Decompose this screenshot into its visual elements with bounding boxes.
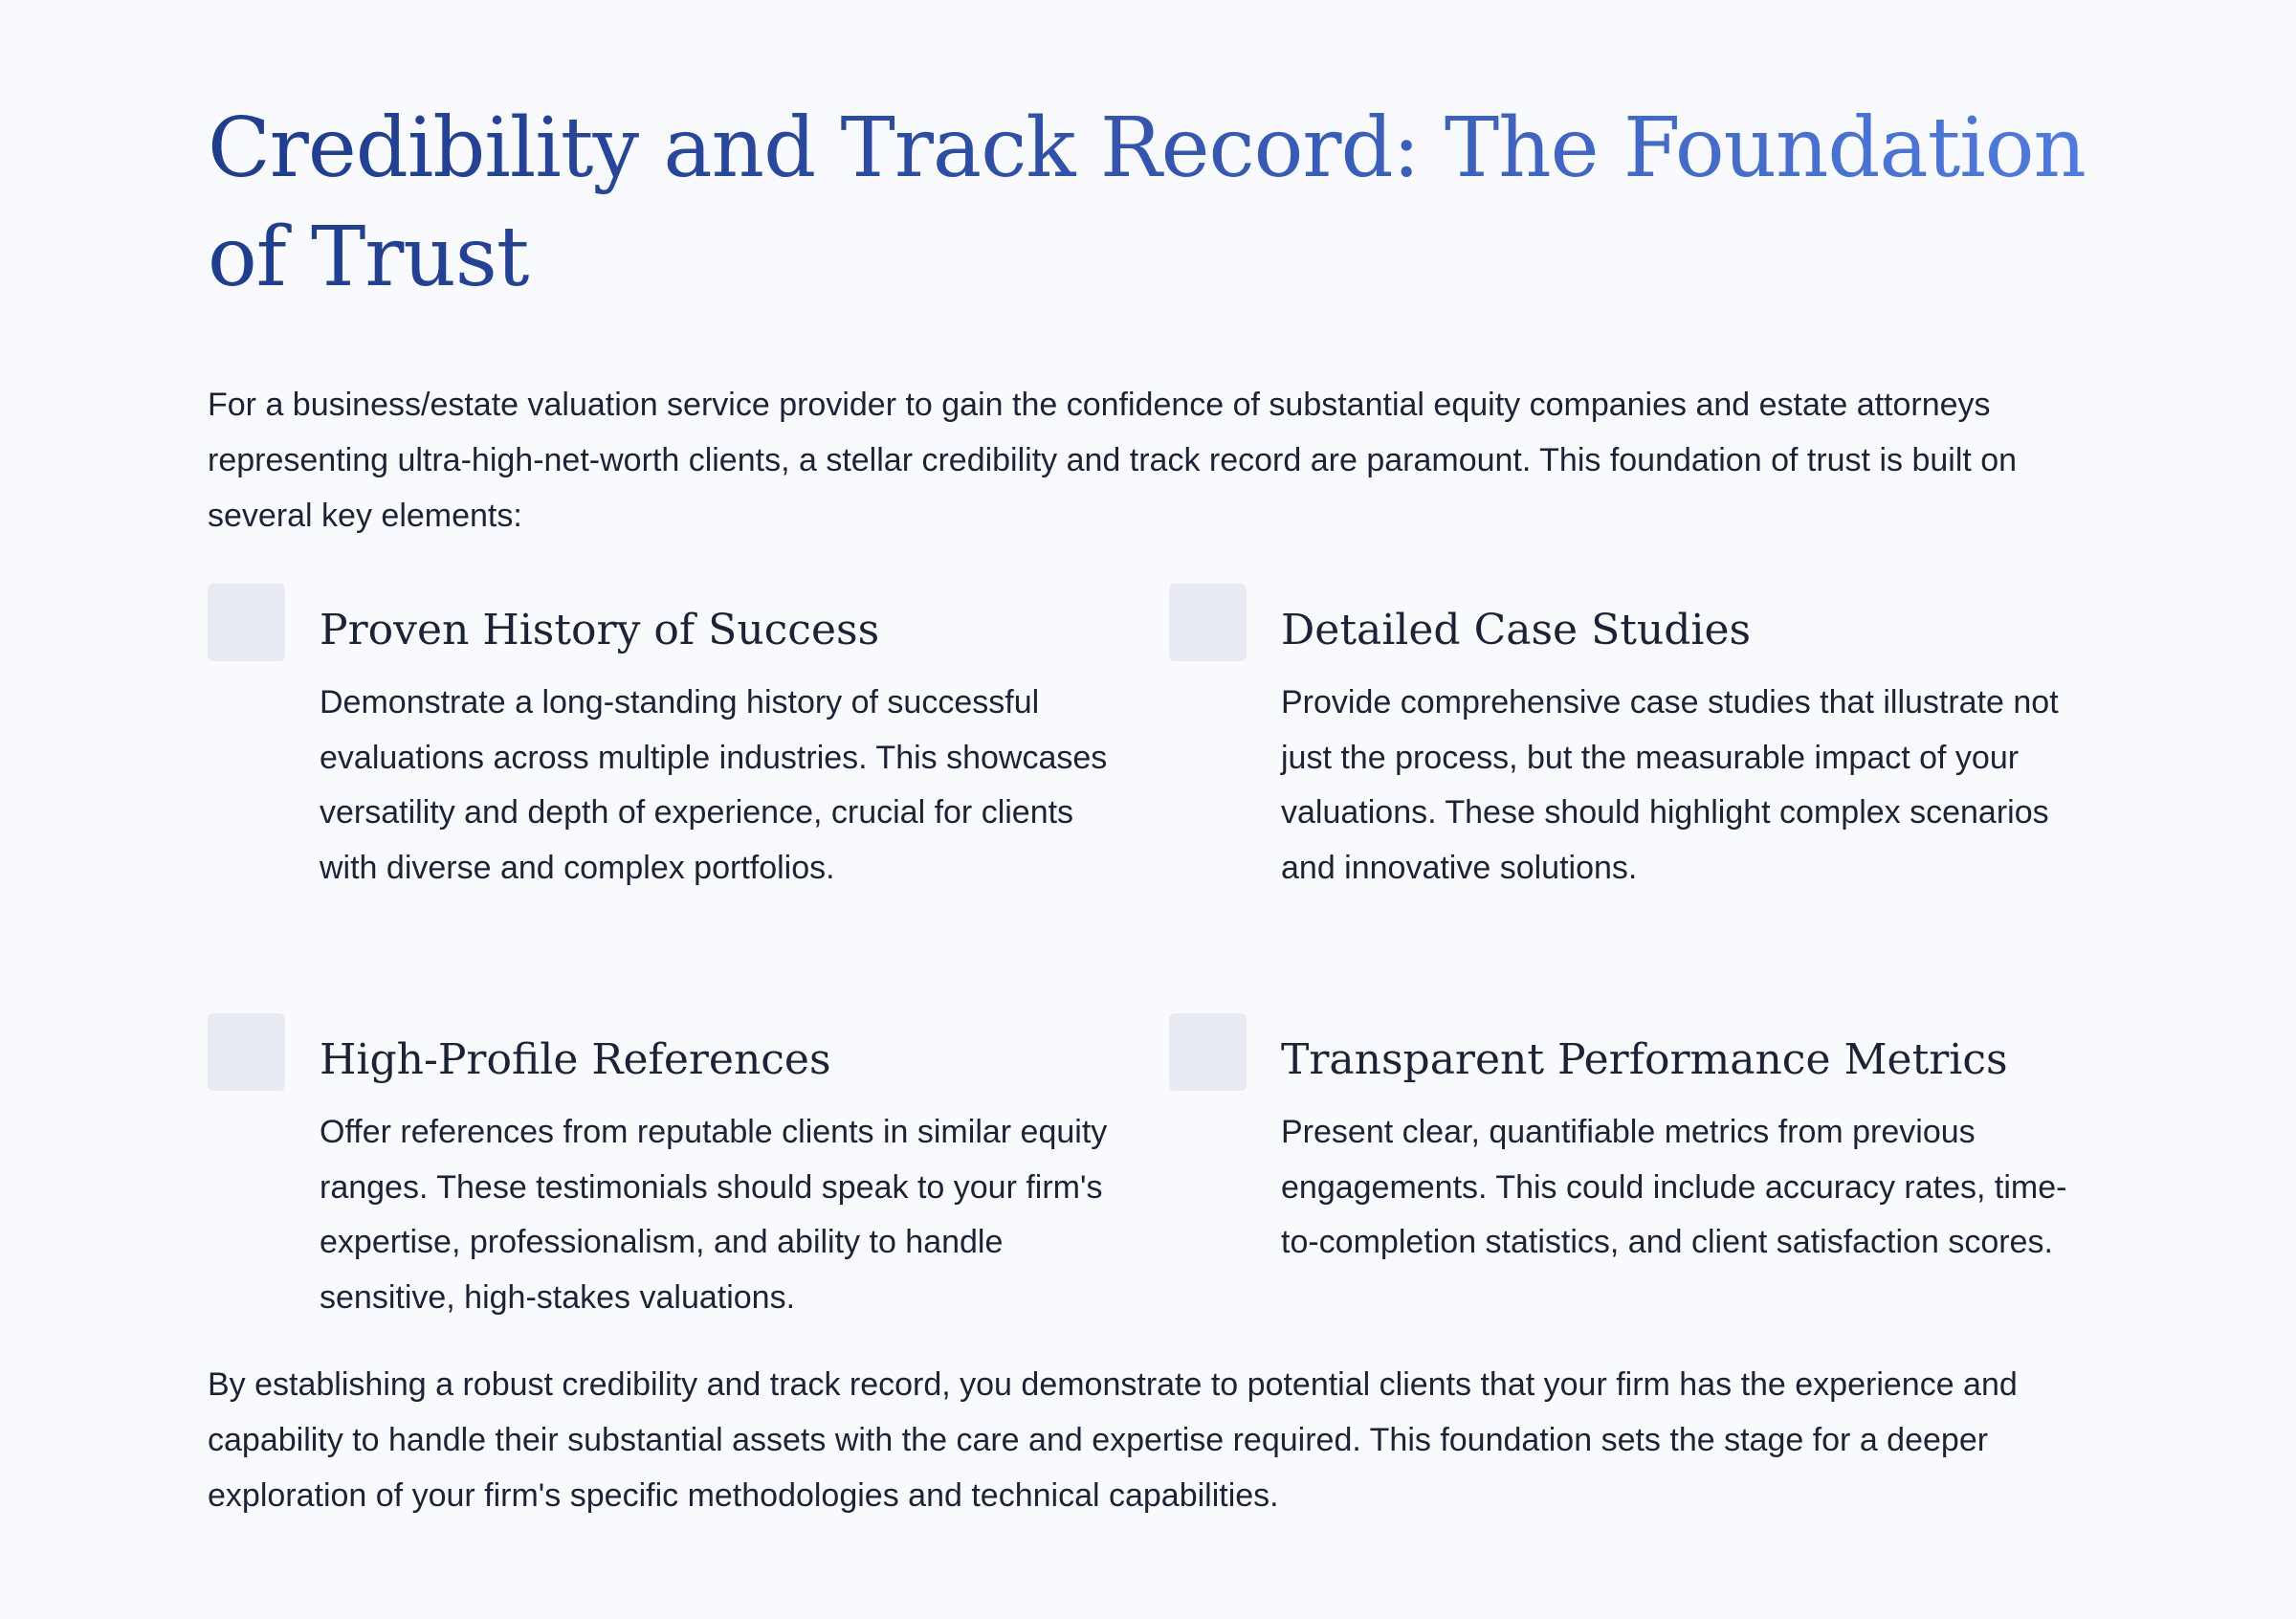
- placeholder-icon: [1169, 1013, 1247, 1091]
- placeholder-icon: [208, 584, 285, 661]
- card-text: Offer references from reputable clients in similar equity ranges. These testimonials should speak to your firm's expertise, professionalism, and ability to handle sensitive, high-stakes valuations.: [320, 1114, 1108, 1316]
- card-title: Proven History of Success: [320, 606, 880, 654]
- placeholder-icon: [208, 1013, 285, 1091]
- card-title: Transparent Performance Metrics: [1281, 1035, 2008, 1084]
- card-title: High-Profile References: [320, 1035, 831, 1084]
- page-title: Credibility and Track Record: The Foundation of Trust: [208, 94, 2088, 312]
- card-text: Present clear, quantifiable metrics from previous engagements. This could include accuracy rates, time-to-completion statistics, and client satisfaction scores.: [1281, 1114, 2067, 1260]
- card-title: Detailed Case Studies: [1281, 606, 1752, 654]
- card-text: Provide comprehensive case studies that illustrate not just the process, but the measurable impact of your valuations. These should highlight complex scenarios and innovative solutions.: [1281, 684, 2059, 886]
- placeholder-icon: [1169, 584, 1247, 661]
- closing-paragraph: By establishing a robust credibility and track record, you demonstrate to potential clients that your firm has the experience and capability to handle their substantial assets with the care and expertise required. This foundation sets the stage for a deeper exploration of your firm's specific methodologies and technical capabilities.: [208, 1366, 2018, 1514]
- intro-paragraph: For a business/estate valuation service provider to gain the confidence of substantial equity companies and estate attorneys representing ultra-high-net-worth clients, a stellar credibility and track record are paramount. This foundation of trust is built on several key elements:: [208, 387, 2018, 534]
- card-text: Demonstrate a long-standing history of successful evaluations across multiple industries. This showcases versatility and depth of experience, crucial for clients with diverse and complex portfolios.: [320, 684, 1108, 886]
